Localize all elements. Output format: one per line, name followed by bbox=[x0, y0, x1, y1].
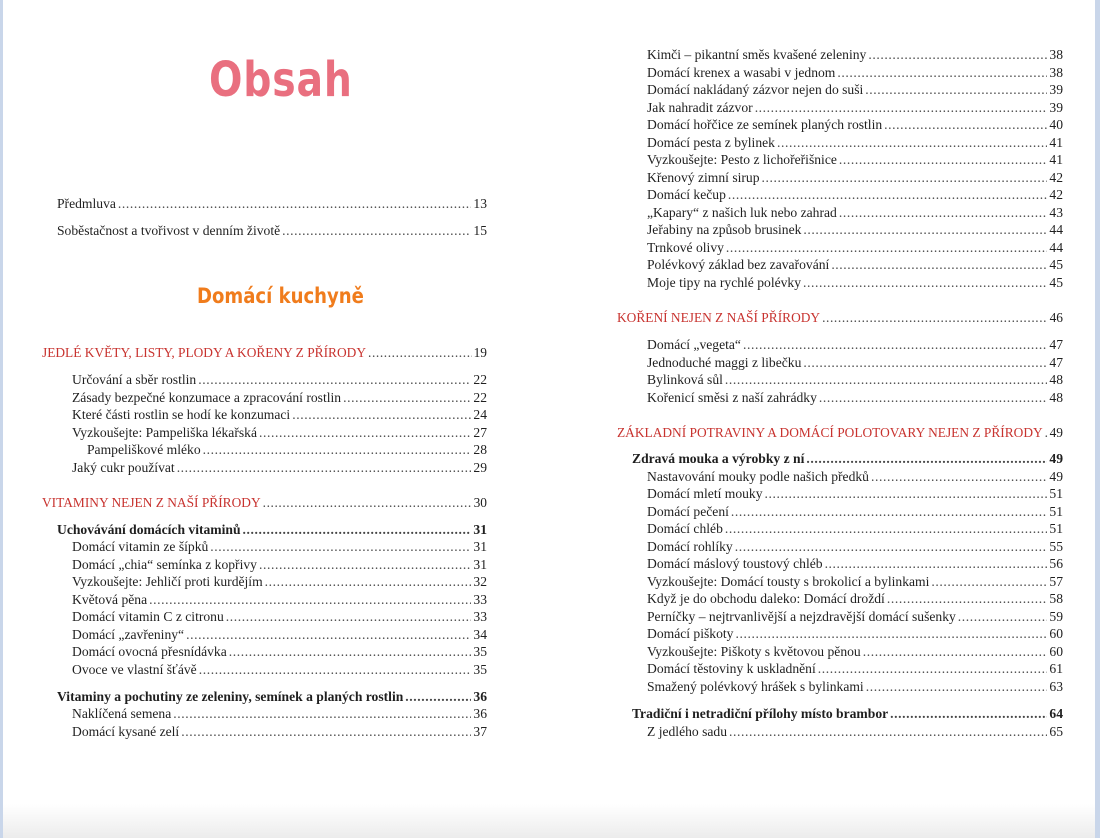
toc-page-number: 37 bbox=[473, 724, 487, 739]
dot-leader bbox=[806, 451, 1047, 467]
toc-row bbox=[72, 592, 487, 609]
dot-leader bbox=[871, 469, 1047, 485]
toc-row bbox=[647, 170, 1063, 187]
toc-page-number: 31 bbox=[473, 522, 487, 537]
toc-page-number: 33 bbox=[473, 609, 487, 624]
toc-entry-title: Domácí vitamin C z citronu bbox=[72, 609, 224, 624]
toc-page-number: 40 bbox=[1049, 117, 1063, 132]
dot-leader bbox=[765, 486, 1048, 502]
dot-leader bbox=[405, 689, 471, 705]
dot-leader bbox=[181, 724, 471, 740]
toc-row bbox=[72, 627, 487, 644]
toc-page-number: 34 bbox=[473, 627, 487, 642]
dot-leader bbox=[837, 65, 1047, 81]
toc-page-number: 63 bbox=[1049, 679, 1063, 694]
dot-leader bbox=[177, 460, 472, 476]
toc-entry-title: Domácí „chia“ semínka z kopřivy bbox=[72, 557, 257, 572]
toc-entry-title: Jeřabiny na způsob brusinek bbox=[647, 222, 802, 237]
toc-row bbox=[72, 557, 487, 574]
toc-row bbox=[72, 372, 487, 389]
toc-row bbox=[57, 223, 487, 240]
toc-entry-title: Smažený polévkový hrášek s bylinkami bbox=[647, 679, 864, 694]
toc-page-number: 55 bbox=[1049, 539, 1063, 554]
toc-entry-title: Předmluva bbox=[57, 196, 116, 211]
dot-leader bbox=[819, 390, 1048, 406]
toc-row bbox=[647, 574, 1063, 591]
toc-entry-title: Vyzkoušejte: Piškoty s květovou pěnou bbox=[647, 644, 861, 659]
book-spread bbox=[3, 0, 1095, 838]
toc-entry-title: Domácí kysané zelí bbox=[72, 724, 180, 739]
toc-page-number: 60 bbox=[1049, 626, 1063, 641]
toc-entry-title: Domácí hořčice ze semínek planých rostlin bbox=[647, 117, 883, 132]
toc-page-number: 48 bbox=[1049, 372, 1063, 387]
dot-leader bbox=[343, 390, 471, 406]
toc-entry-title: Soběstačnost a tvořivost v denním životě bbox=[57, 223, 281, 238]
toc-entry-title: Domácí rohlíky bbox=[647, 539, 733, 554]
dot-leader bbox=[863, 644, 1048, 660]
toc-entry-title: Domácí těstoviny k uskladnění bbox=[647, 661, 816, 676]
toc-page-number: 15 bbox=[473, 223, 487, 238]
toc-row bbox=[72, 609, 487, 626]
toc-row bbox=[632, 451, 1063, 468]
toc-row bbox=[647, 372, 1063, 389]
toc-row bbox=[647, 644, 1063, 661]
toc-row bbox=[72, 724, 487, 741]
toc-page-number: 61 bbox=[1049, 661, 1063, 676]
toc-entry-title: Kimči – pikantní směs kvašené zeleniny bbox=[647, 47, 867, 62]
toc-entry-title: Domácí kečup bbox=[647, 187, 726, 202]
toc-page-number: 58 bbox=[1049, 591, 1063, 606]
dot-leader bbox=[865, 82, 1047, 98]
toc-page-number: 44 bbox=[1049, 222, 1063, 237]
toc-entry-title: Tradiční i netradiční přílohy místo brambor bbox=[632, 706, 889, 721]
toc-page-number: 31 bbox=[473, 539, 487, 554]
toc-row bbox=[647, 591, 1063, 608]
toc-chapter-row bbox=[42, 495, 487, 512]
toc-entry-title: Domácí pesta z bylinek bbox=[647, 135, 775, 150]
dot-leader bbox=[735, 626, 1047, 642]
toc-row bbox=[632, 706, 1063, 723]
toc-page-number: 57 bbox=[1049, 574, 1063, 589]
dot-leader bbox=[259, 557, 471, 573]
toc-row bbox=[57, 196, 487, 213]
toc-entry-title: JEDLÉ KVĚTY, LISTY, PLODY A KOŘENY Z PŘÍRODY bbox=[42, 345, 366, 360]
toc-row bbox=[647, 205, 1063, 222]
dot-leader bbox=[726, 240, 1047, 256]
dot-leader bbox=[803, 222, 1047, 238]
toc-entry-title: Polévkový základ bez zavařování bbox=[647, 257, 830, 272]
toc-entry-title: Květová pěna bbox=[72, 592, 148, 607]
toc-entry-title: Jednoduché maggi z libečku bbox=[647, 355, 802, 370]
dot-leader bbox=[118, 196, 472, 212]
toc-entry-title: Vyzkoušejte: Domácí tousty s brokolicí a bylinkami bbox=[647, 574, 930, 589]
toc-entry-title: Domácí „vegeta“ bbox=[647, 337, 741, 352]
toc-entry-title: Křenový zimní sirup bbox=[647, 170, 760, 185]
toc-row bbox=[647, 486, 1063, 503]
toc-row bbox=[72, 460, 487, 477]
dot-leader bbox=[777, 135, 1047, 151]
toc-row bbox=[647, 47, 1063, 64]
toc-page-number: 39 bbox=[1049, 82, 1063, 97]
dot-leader bbox=[931, 574, 1047, 590]
toc-row bbox=[647, 257, 1063, 274]
toc-page-number: 43 bbox=[1049, 205, 1063, 220]
dot-leader bbox=[1045, 425, 1048, 441]
toc-row bbox=[647, 100, 1063, 117]
toc-row bbox=[87, 442, 487, 459]
toc-page-number: 32 bbox=[473, 574, 487, 589]
toc-page-number: 22 bbox=[473, 390, 487, 405]
toc-page-number: 48 bbox=[1049, 390, 1063, 405]
toc-entry-title: Naklíčená semena bbox=[72, 706, 172, 721]
toc-entry-title: VITAMINY NEJEN Z NAŠÍ PŘÍRODY bbox=[42, 495, 261, 510]
dot-leader bbox=[198, 372, 471, 388]
toc-page-number: 60 bbox=[1049, 644, 1063, 659]
dot-leader bbox=[263, 495, 472, 511]
toc-row bbox=[647, 187, 1063, 204]
dot-leader bbox=[149, 592, 471, 608]
dot-leader bbox=[818, 661, 1048, 677]
toc-entry-title: Domácí piškoty bbox=[647, 626, 734, 641]
toc-entry-title: KOŘENÍ NEJEN Z NAŠÍ PŘÍRODY bbox=[617, 310, 821, 325]
toc-page-number: 13 bbox=[473, 196, 487, 211]
dot-leader bbox=[958, 609, 1048, 625]
toc-row bbox=[72, 390, 487, 407]
toc-page-number: 38 bbox=[1049, 65, 1063, 80]
dot-leader bbox=[229, 644, 472, 660]
toc-entry-title: Z jedlého sadu bbox=[647, 724, 728, 739]
toc-page-number: 38 bbox=[1049, 47, 1063, 62]
toc-page-number: 49 bbox=[1049, 425, 1063, 440]
toc-row bbox=[57, 689, 487, 706]
toc-row bbox=[647, 626, 1063, 643]
toc-entry-title: Vyzkoušejte: Pesto z lichořeřišnice bbox=[647, 152, 837, 167]
toc-page-number: 45 bbox=[1049, 275, 1063, 290]
dot-leader bbox=[368, 345, 472, 361]
toc-page-number: 65 bbox=[1049, 724, 1063, 739]
dot-leader bbox=[259, 425, 471, 441]
dot-leader bbox=[243, 522, 472, 538]
toc-page-number: 35 bbox=[473, 662, 487, 677]
toc-row bbox=[72, 662, 487, 679]
dot-leader bbox=[725, 372, 1048, 388]
toc-row bbox=[72, 407, 487, 424]
toc-row bbox=[72, 425, 487, 442]
toc-row bbox=[647, 355, 1063, 372]
toc-row bbox=[647, 679, 1063, 696]
page-title: Obsah bbox=[209, 52, 353, 108]
toc-entry-title: Bylinková sůl bbox=[647, 372, 723, 387]
dot-leader bbox=[803, 275, 1047, 291]
toc-page-number: 31 bbox=[473, 557, 487, 572]
toc-page-number: 64 bbox=[1049, 706, 1063, 721]
toc-page-number: 36 bbox=[473, 706, 487, 721]
toc-entry-title: Jak nahradit zázvor bbox=[647, 100, 753, 115]
dot-leader bbox=[282, 223, 471, 239]
toc-row bbox=[57, 522, 487, 539]
dot-leader bbox=[731, 504, 1048, 520]
toc-page-number: 27 bbox=[473, 425, 487, 440]
toc-entry-title: Domácí „zavřeniny“ bbox=[72, 627, 185, 642]
toc-entry-title: Domácí nakládaný zázvor nejen do suši bbox=[647, 82, 864, 97]
dot-leader bbox=[725, 521, 1048, 537]
toc-row bbox=[647, 539, 1063, 556]
dot-leader bbox=[839, 205, 1048, 221]
toc-entry-title: Domácí vitamin ze šípků bbox=[72, 539, 209, 554]
toc-entry-title: Zásady bezpečné konzumace a zpracování rostlin bbox=[72, 390, 342, 405]
section-title: Domácí kuchyně bbox=[197, 284, 364, 308]
toc-entry-title: „Kapary“ z našich luk nebo zahrad bbox=[647, 205, 837, 220]
dot-leader bbox=[265, 574, 472, 590]
toc-page-number: 29 bbox=[473, 460, 487, 475]
toc-entry-title: Domácí máslový toustový chléb bbox=[647, 556, 823, 571]
toc-page-number: 24 bbox=[473, 407, 487, 422]
toc-entry-title: Vyzkoušejte: Jehličí proti kurdějím bbox=[72, 574, 263, 589]
toc-page-number: 56 bbox=[1049, 556, 1063, 571]
toc-entry-title: Uchovávání domácích vitaminů bbox=[57, 522, 241, 537]
toc-entry-title: Ovoce ve vlastní šťávě bbox=[72, 662, 197, 677]
toc-page-number: 51 bbox=[1049, 521, 1063, 536]
toc-entry-title: Určování a sběr rostlin bbox=[72, 372, 197, 387]
toc-entry-title: Domácí chléb bbox=[647, 521, 723, 536]
toc-page-number: 47 bbox=[1049, 337, 1063, 352]
toc-entry-title: Zdravá mouka a výrobky z ní bbox=[632, 451, 805, 466]
dot-leader bbox=[210, 539, 471, 555]
toc-row bbox=[647, 337, 1063, 354]
dot-leader bbox=[755, 100, 1048, 116]
toc-row bbox=[647, 724, 1063, 741]
toc-page-number: 49 bbox=[1049, 469, 1063, 484]
toc-row bbox=[647, 609, 1063, 626]
toc-page-number: 42 bbox=[1049, 170, 1063, 185]
toc-entry-title: Které části rostlin se hodí ke konzumaci bbox=[72, 407, 291, 422]
toc-page-number: 51 bbox=[1049, 486, 1063, 501]
dot-leader bbox=[868, 47, 1047, 63]
toc-page-number: 59 bbox=[1049, 609, 1063, 624]
toc-row bbox=[647, 504, 1063, 521]
dot-leader bbox=[825, 556, 1048, 572]
dot-leader bbox=[831, 257, 1047, 273]
toc-page-number: 49 bbox=[1049, 451, 1063, 466]
toc-row bbox=[72, 539, 487, 556]
toc-row bbox=[647, 521, 1063, 538]
toc-row bbox=[647, 240, 1063, 257]
dot-leader bbox=[173, 706, 471, 722]
dot-leader bbox=[203, 442, 472, 458]
toc-row bbox=[647, 222, 1063, 239]
dot-leader bbox=[839, 152, 1048, 168]
toc-entry-title: Domácí pečení bbox=[647, 504, 729, 519]
dot-leader bbox=[803, 355, 1047, 371]
dot-leader bbox=[762, 170, 1048, 186]
toc-page-number: 47 bbox=[1049, 355, 1063, 370]
toc-row bbox=[647, 275, 1063, 292]
toc-entry-title: Moje tipy na rychlé polévky bbox=[647, 275, 802, 290]
toc-row bbox=[72, 706, 487, 723]
toc-row bbox=[72, 574, 487, 591]
toc-entry-title: Nastavování mouky podle našich předků bbox=[647, 469, 869, 484]
toc-chapter-row bbox=[617, 425, 1063, 442]
toc-row bbox=[647, 117, 1063, 134]
toc-entry-title: Perníčky – nejtrvanlivější a nejzdravější domácí sušenky bbox=[647, 609, 956, 624]
toc-page-number: 28 bbox=[473, 442, 487, 457]
toc-row bbox=[647, 65, 1063, 82]
dot-leader bbox=[887, 591, 1048, 607]
toc-row bbox=[647, 390, 1063, 407]
toc-entry-title: Domácí ovocná přesnídávka bbox=[72, 644, 227, 659]
toc-page-number: 36 bbox=[473, 689, 487, 704]
toc-row bbox=[647, 152, 1063, 169]
toc-entry-title: ZÁKLADNÍ POTRAVINY A DOMÁCÍ POLOTOVARY NEJEN Z PŘÍRODY bbox=[617, 425, 1043, 440]
dot-leader bbox=[743, 337, 1047, 353]
toc-page-number: 33 bbox=[473, 592, 487, 607]
toc-row bbox=[647, 82, 1063, 99]
toc-chapter-row bbox=[42, 345, 487, 362]
toc-row bbox=[647, 469, 1063, 486]
toc-page-number: 46 bbox=[1049, 310, 1063, 325]
toc-entry-title: Když je do obchodu daleko: Domácí droždí bbox=[647, 591, 885, 606]
toc-page-number: 41 bbox=[1049, 152, 1063, 167]
toc-entry-title: Vyzkoušejte: Pampeliška lékařská bbox=[72, 425, 257, 440]
dot-leader bbox=[729, 724, 1047, 740]
page-shadow bbox=[3, 804, 1095, 838]
toc-entry-title: Pampeliškové mléko bbox=[87, 442, 201, 457]
dot-leader bbox=[226, 609, 472, 625]
dot-leader bbox=[199, 662, 472, 678]
dot-leader bbox=[822, 310, 1048, 326]
toc-row bbox=[647, 661, 1063, 678]
toc-page-number: 44 bbox=[1049, 240, 1063, 255]
toc-page-number: 30 bbox=[473, 495, 487, 510]
dot-leader bbox=[186, 627, 471, 643]
toc-entry-title: Domácí mletí mouky bbox=[647, 486, 763, 501]
toc-page-number: 22 bbox=[473, 372, 487, 387]
toc-page-number: 39 bbox=[1049, 100, 1063, 115]
toc-entry-title: Kořenicí směsi z naší zahrádky bbox=[647, 390, 817, 405]
dot-leader bbox=[884, 117, 1047, 133]
toc-entry-title: Domácí krenex a wasabi v jednom bbox=[647, 65, 836, 80]
dot-leader bbox=[866, 679, 1048, 695]
dot-leader bbox=[728, 187, 1048, 203]
toc-row bbox=[72, 644, 487, 661]
dot-leader bbox=[735, 539, 1048, 555]
toc-row bbox=[647, 556, 1063, 573]
dot-leader bbox=[890, 706, 1047, 722]
toc-page-number: 51 bbox=[1049, 504, 1063, 519]
toc-entry-title: Vitaminy a pochutiny ze zeleniny, semínek a planých rostlin bbox=[57, 689, 404, 704]
toc-page-number: 19 bbox=[473, 345, 487, 360]
toc-page-number: 45 bbox=[1049, 257, 1063, 272]
toc-entry-title: Trnkové olivy bbox=[647, 240, 724, 255]
toc-page-number: 35 bbox=[473, 644, 487, 659]
toc-page-number: 41 bbox=[1049, 135, 1063, 150]
toc-chapter-row bbox=[617, 310, 1063, 327]
toc-entry-title: Jaký cukr používat bbox=[72, 460, 175, 475]
toc-page-number: 42 bbox=[1049, 187, 1063, 202]
toc-row bbox=[647, 135, 1063, 152]
dot-leader bbox=[292, 407, 471, 423]
